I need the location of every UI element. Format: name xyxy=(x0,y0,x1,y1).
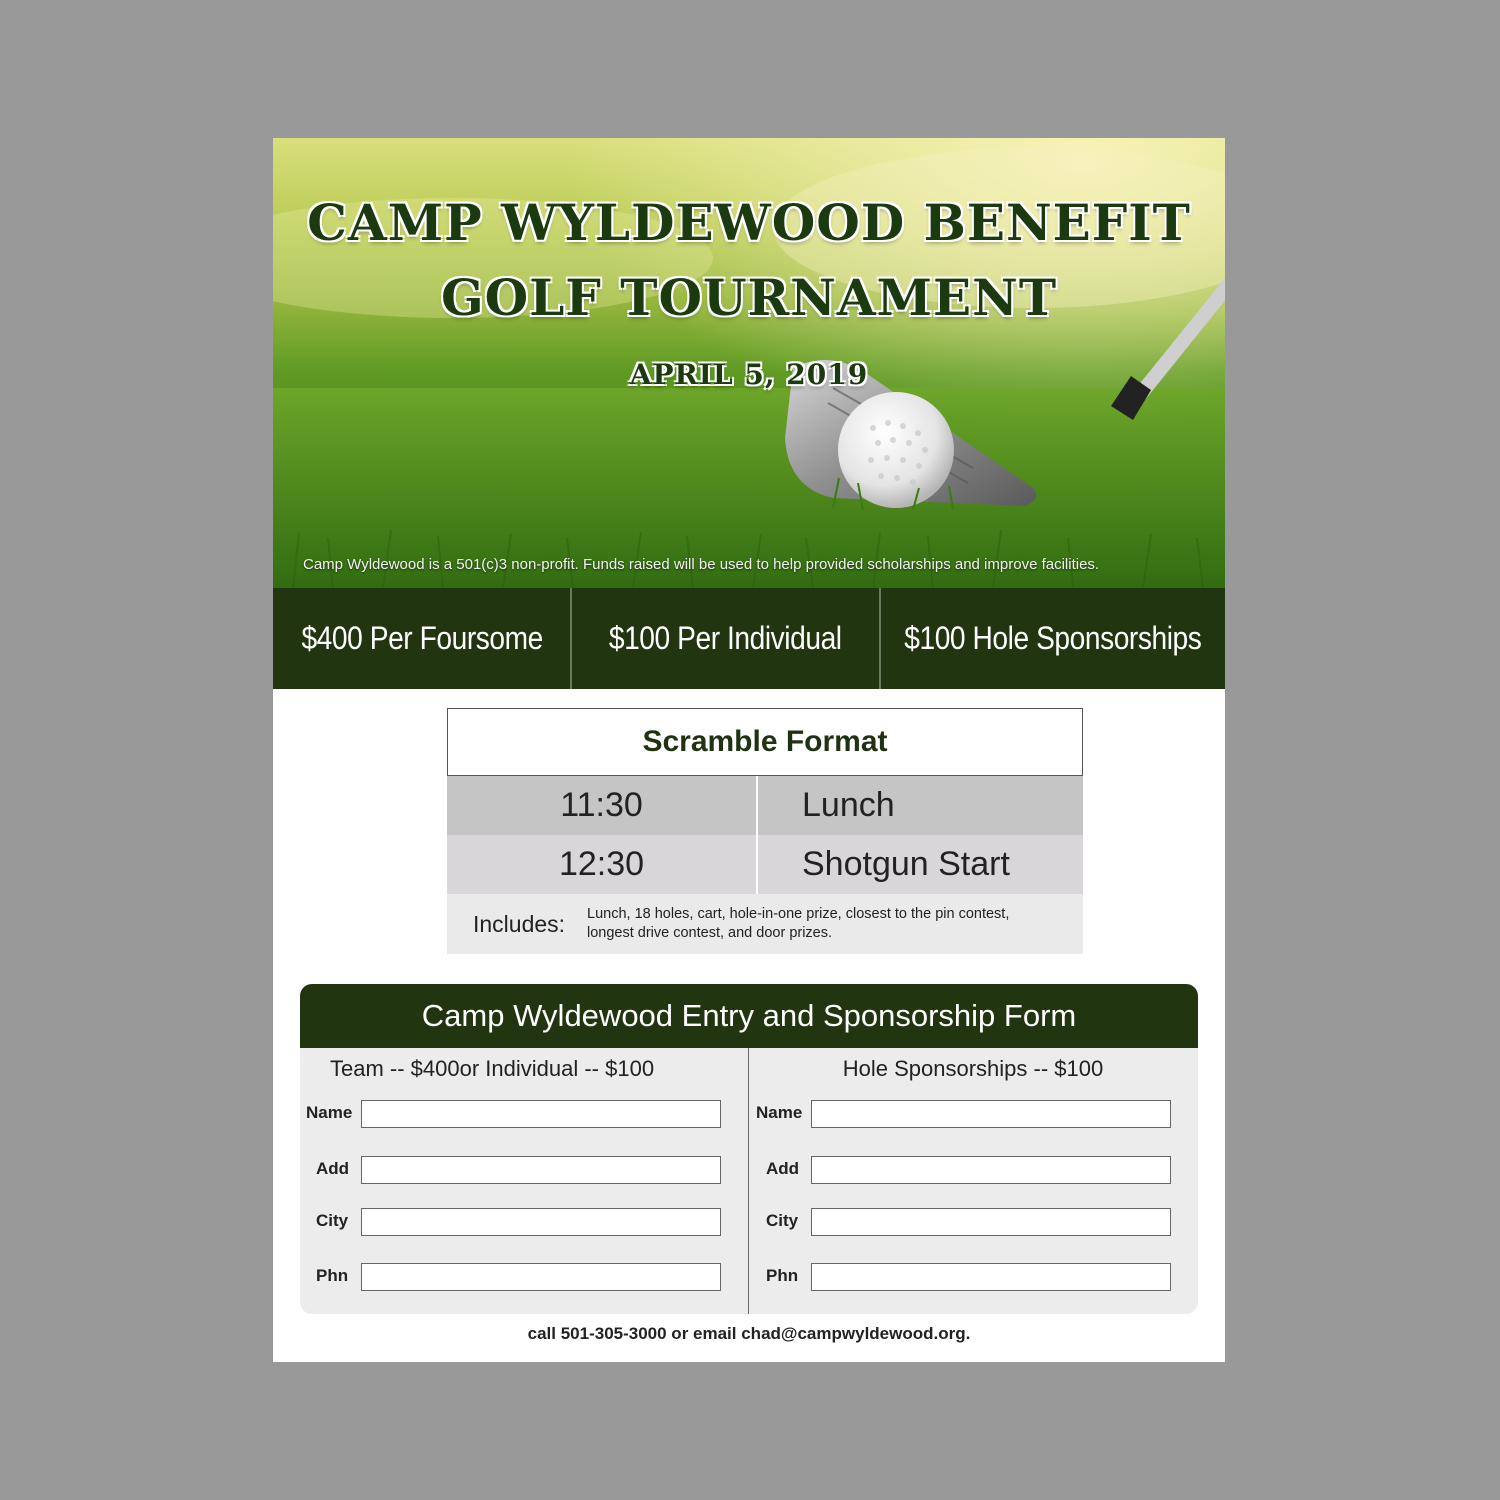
form-title: Camp Wyldewood Entry and Sponsorship Form xyxy=(300,984,1198,1048)
schedule-activity: Lunch xyxy=(802,786,895,824)
address-label: Add xyxy=(766,1159,800,1178)
city-label: City xyxy=(766,1211,799,1230)
price-hole-sponsorship: $100 Hole Sponsorships xyxy=(904,620,1202,656)
price-foursome: $400 Per Foursome xyxy=(300,620,543,656)
team-entry-title: Team -- $400or Individual -- $100 xyxy=(330,1056,655,1081)
flyer xyxy=(273,138,1225,1362)
price-individual: $100 Per Individual xyxy=(609,620,842,656)
event-title-line1: CAMP WYLDEWOOD BENEFIT xyxy=(307,193,1191,252)
sponsorship-column xyxy=(749,1048,1197,1314)
includes-label: Includes: xyxy=(473,910,566,937)
includes-text: Lunch, 18 holes, cart, hole-in-one prize, closest to the pin contest, longest drive contest, and door prizes. xyxy=(587,906,1010,941)
team-city-field[interactable] xyxy=(361,1208,721,1236)
price-individual-cell xyxy=(572,588,880,689)
sponsor-city-field[interactable] xyxy=(811,1208,1171,1236)
schedule-heading: Scramble Format xyxy=(447,708,1083,776)
schedule-row xyxy=(447,776,1083,835)
team-entry-column xyxy=(300,1048,749,1314)
phone-label: Phn xyxy=(316,1266,349,1285)
sponsorship-title: Hole Sponsorships -- $100 xyxy=(842,1056,1104,1081)
sponsor-name-field[interactable] xyxy=(811,1100,1171,1128)
city-label: City xyxy=(316,1211,349,1230)
phone-label: Phn xyxy=(766,1266,799,1285)
schedule-activity: Shotgun Start xyxy=(802,845,1010,883)
golf-ball xyxy=(838,392,954,508)
includes-row xyxy=(447,894,1083,954)
schedule-time: 11:30 xyxy=(447,776,758,835)
entry-form xyxy=(300,984,1198,1314)
event-title-line2: GOLF TOURNAMENT xyxy=(440,268,1058,327)
sponsor-address-field[interactable] xyxy=(811,1156,1171,1184)
team-name-field[interactable] xyxy=(361,1100,721,1128)
pricing-bar xyxy=(273,588,1225,689)
event-date: APRIL 5, 2019 xyxy=(629,358,869,391)
price-hole-sponsorship-cell xyxy=(881,588,1225,689)
address-label: Add xyxy=(316,1159,350,1178)
sponsor-phone-field[interactable] xyxy=(811,1263,1171,1291)
schedule-table xyxy=(447,708,1083,954)
team-address-field[interactable] xyxy=(361,1156,721,1184)
name-label: Name xyxy=(756,1103,803,1122)
team-phone-field[interactable] xyxy=(361,1263,721,1291)
schedule-time: 12:30 xyxy=(447,835,758,894)
name-label: Name xyxy=(306,1103,353,1122)
schedule-row xyxy=(447,835,1083,894)
contact-info: call 501-305-3000 or email chad@campwyldewood.org. xyxy=(527,1324,971,1343)
price-foursome-cell xyxy=(273,588,572,689)
hero-banner xyxy=(273,138,1225,588)
nonprofit-note: Camp Wyldewood is a 501(c)3 non-profit. Funds raised will be used to help provided scholarships and improve facilities. xyxy=(303,556,1100,573)
